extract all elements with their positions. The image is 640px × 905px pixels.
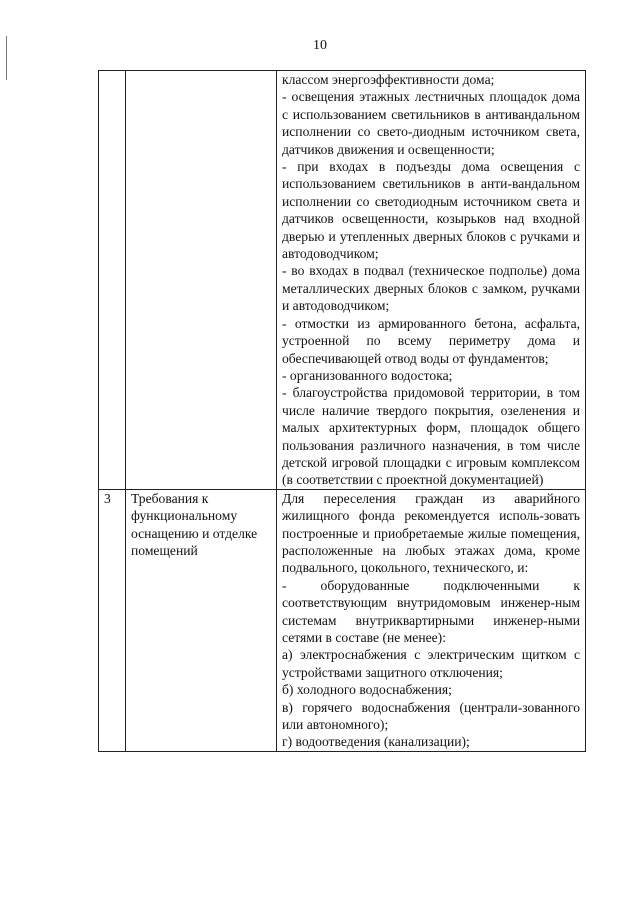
- description-paragraph: - организованного водостока;: [282, 367, 453, 383]
- requirements-table: [98, 70, 586, 752]
- row-number-cell: [99, 71, 126, 490]
- page-number: 10: [313, 38, 327, 53]
- description-cell: [277, 489, 586, 751]
- requirement-cell: Требования к функциональному оснащению и отделке помещений: [126, 489, 277, 751]
- table-row: [99, 71, 586, 490]
- description-cell: [277, 71, 586, 490]
- description-paragraph: а) электроснабжения с электрическим щитком с устройствами защитного отключения;: [282, 647, 580, 680]
- description-paragraph: - при входах в подъезды дома освещения с использованием светильников в анти-вандальном исполнении со светодиодным источником света и датчиков освещенности, козырьков над входной дверью и утепленных дверных блоков с ручками и автодоводчиком;: [282, 159, 580, 262]
- table-row: [99, 489, 586, 751]
- description-paragraph: Для переселения граждан из аварийного жилищного фонда рекомендуется исполь-зовать построенные и приобретаемые жилые помещения, расположенные на любых этажах дома, кроме подвального, цокольного, технического, и:: [282, 490, 580, 576]
- description-paragraph: б) холодного водоснабжения;: [282, 682, 452, 698]
- description-paragraph: в) горячего водоснабжения (централи-зованного или автономного);: [282, 699, 580, 733]
- description-paragraph: г) водоотведения (канализации);: [282, 734, 470, 750]
- description-paragraph: - благоустройства придомовой территории, в том числе наличие твердого покрытия, озеленения и малых архитектурных форм, площадок общего пользования различного назначения, в том числе детской игровой площадки с игровым комплексом (в соответствии с проектной документацией): [282, 385, 580, 488]
- row-number-cell: 3: [99, 489, 126, 751]
- description-paragraph: - освещения этажных лестничных площадок дома с использованием светильников в антивандальном исполнении со свето-диодным источником света, датчиков движения и освещенности;: [282, 89, 580, 157]
- description-paragraph: - отмостки из армированного бетона, асфальта, устроенной по всему периметру дома и обеспечивающей отвод воды от фундаментов;: [282, 315, 580, 366]
- description-paragraph: классом энергоэффективности дома;: [282, 72, 495, 87]
- requirement-cell: [126, 71, 277, 490]
- description-paragraph: - оборудованные подключенными к соответствующим внутридомовым инженер-ным системам внутриквартирными инженер-ными сетями в составе (не менее):: [282, 577, 580, 645]
- description-paragraph: - во входах в подвал (техническое подполье) дома металлических дверных блоков с замком, ручками и автодоводчиком;: [282, 263, 580, 314]
